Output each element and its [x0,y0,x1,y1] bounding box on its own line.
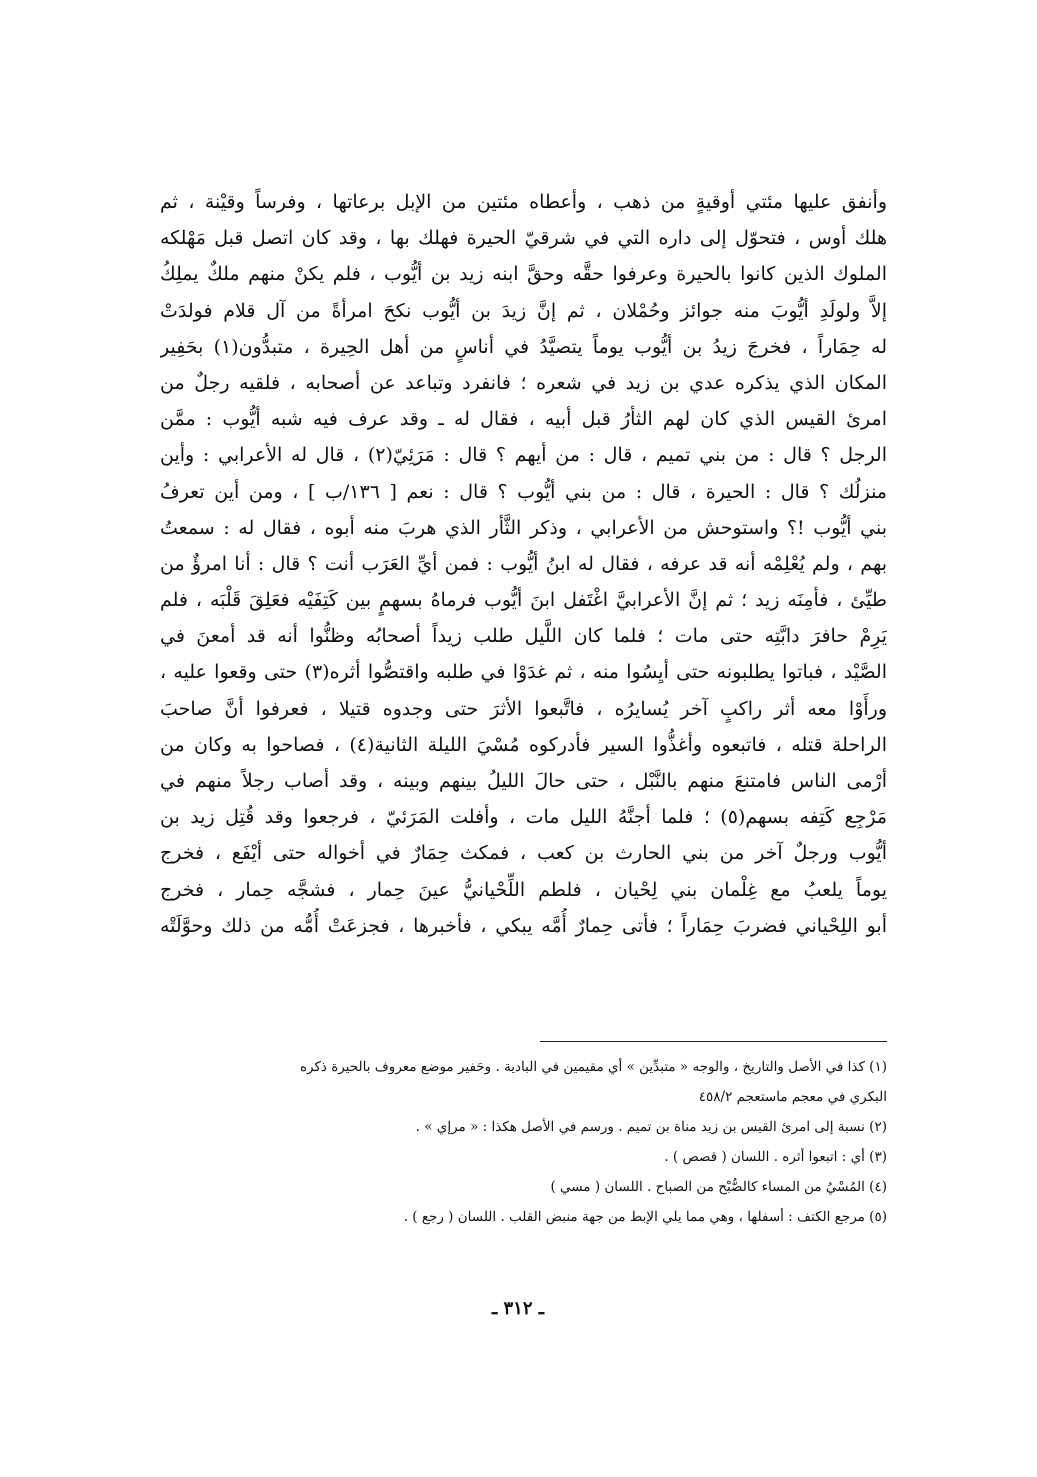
text-line: منزلُك ؟ قال : الحيرة ، قال : من بني أيُّوب ؟ قال : نعم [ ١٣٦/ب ] ، ومن أين تعرفُ [160,480,887,503]
footnote: (٤) المُسْيُ من المساء كالصُّبْح من الصباح . اللسان ( مسي ) [550,1179,887,1195]
text-line: بهم ، ولم يُعْلِمْه أنه قد عرفه ، فقال له ابنُ أيُّوب : فمن أيِّ العَرَب أنت ؟ قال : أنا امرؤٌ من [160,552,887,575]
text-line: يوماً يلعبُ مع غِلْمان بني لِحْيان ، فلطم اللِّحْيانيُّ عينَ حِمار ، فشجَّه حِمار ، فخرج [160,878,887,901]
text-line: مَرْجِع كَتِفه بسهم(٥) ؛ فلما أجنَّهُ الليل مات ، وأفلت المَرَئيّ ، فرجعوا وقد قُتِل زيد بن [160,806,887,829]
text-line: طيِّئ ، فأمِنَه زيد ؛ ثم إنَّ الأعرابيَّ اغْتَفل ابنَ أيُّوب فرماهُ بسهمٍ بين كَتِفَيْه فعَلِقَ قَلْبَه ، فلم [160,589,887,612]
text-line: امرئ القيس الذي كان لهم الثأرُ قبل أبيه ، فقال له ـ وقد عرف فيه شبه أيُّوب : ممَّن [160,408,887,431]
footnote-continuation: البكري في معجم ماستعجم ٤٥٨/٢ [698,1089,887,1105]
text-line: أرْمى الناس فامتنعَ منهم بالنَّبْل ، حتى حالَ الليلُ بينهم وبينه ، وقد أصاب رجلاً منهم في [160,770,887,792]
text-line: له حِمَاراً ، فخرجَ زيدُ بن أيُّوب يوماً يتصيَّدُ في أناسٍ من أهل الحِيرة ، متبدُّون(١) بحَفِير [160,335,887,358]
text-line: الملوك الذين كانوا بالحيرة وعرفوا حقَّه وحقَّ ابنه زيد بن أيُّوب ، فلم يكنْ منهم ملكٌ يملِكُ [160,263,887,286]
text-line: هلك أوس ، فتحوّل إلى داره التي في شرقيّ الحيرة فهلك بها ، وقد كان اتصل قبل مَهْلكه [160,227,887,250]
text-line: الراحلة قتله ، فاتبعوه وأغذُّوا السير فأدركوه مُسْيَ الليلة الثانية(٤) ، فصاحوا به وكان من [160,733,887,756]
footnote: (١) كذا في الأصل والتاريخ ، والوجه « متبدِّين » أي مقيمين في البادية . وحَفير موضع معروف بالحيرة ذكره [299,1059,887,1075]
footnote: (٥) مرجع الكتف : أسفلها ، وهي مما يلي الإبط من جهة منبض القلب . اللسان ( رجع ) . [403,1209,887,1225]
text-line: الرجل ؟ قال : من بني تميم ، قال : من أيهم ؟ قال : مَرَئِيّ(٢) ، قال له الأعرابي : وأين [160,444,887,467]
text-line: بني أيُّوب !؟ واستوحش من الأعرابي ، وذكر الثَّأر الذي هربَ منه أبوه ، فقال له : سمعتُ [160,516,887,539]
page-number: ـ ٣١٢ ـ [491,1298,545,1319]
text-line: يَرِمْ حافرَ دابَّتِه حتى مات ؛ فلما كان اللَّيل طلب زيداً أصحابُه وظنُّوا أنه قد أمعنَ في [160,625,887,648]
text-line: إلاَّ ولولَدِ أيُّوبَ منه جوائز وحُمْلان ، ثم إنَّ زيدَ بن أيُّوب نكحَ امرأةً من آل قلام فولدَتْ [160,299,887,322]
footnote: (٣) أي : اتبعوا أثره . اللسان ( قصص ) . [664,1149,887,1165]
text-line: ورأَوْا معه أثر راكبٍ آخر يُسايرُه ، فاتَّبعوا الأثرَ حتى وجدوه قتيلا ، فعرفوا أنَّ صاحبَ [160,697,887,720]
text-line: الصَّيْد ، فباتوا يطلبونه حتى أيِسُوا منه ، ثم غدَوْا في طلبه واقتصُّوا أثره(٣) حتى وقعوا عليه ، [160,661,887,684]
text-line: أيُّوب ورجلٌ آخر من بني الحارث بن كعب ، فمكث حِمَارٌ في أخواله حتى أيْفَع ، فخرج [160,842,887,865]
footnote: (٢) نسبة إلى امرئ القيس بن زيد مناة بن تميم . ورسم في الأصل هكذا : « مرإي » . [415,1119,887,1135]
text-line: أبو اللِحْياني فضربَ حِمَاراً ؛ فأتى حِمارٌ أُمَّه يبكي ، فأخبرها ، فجزعَتْ أُمُّه من ذلك وحوَّلَتْه [160,914,887,937]
footnote-divider [540,1041,887,1042]
main-text [160,184,887,944]
text-line: المكان الذي يذكره عدي بن زيد في شعره ؛ فانفرد وتباعد عن أصحابه ، فلقيه رجلٌ من [160,371,887,394]
text-line: وأنفق عليها مئتي أوقيةٍ من ذهب ، وأعطاه مئتين من الإبل برعاتها ، وفرساً وقيْنة ، ثم [160,191,887,213]
footnotes [160,1052,887,1232]
